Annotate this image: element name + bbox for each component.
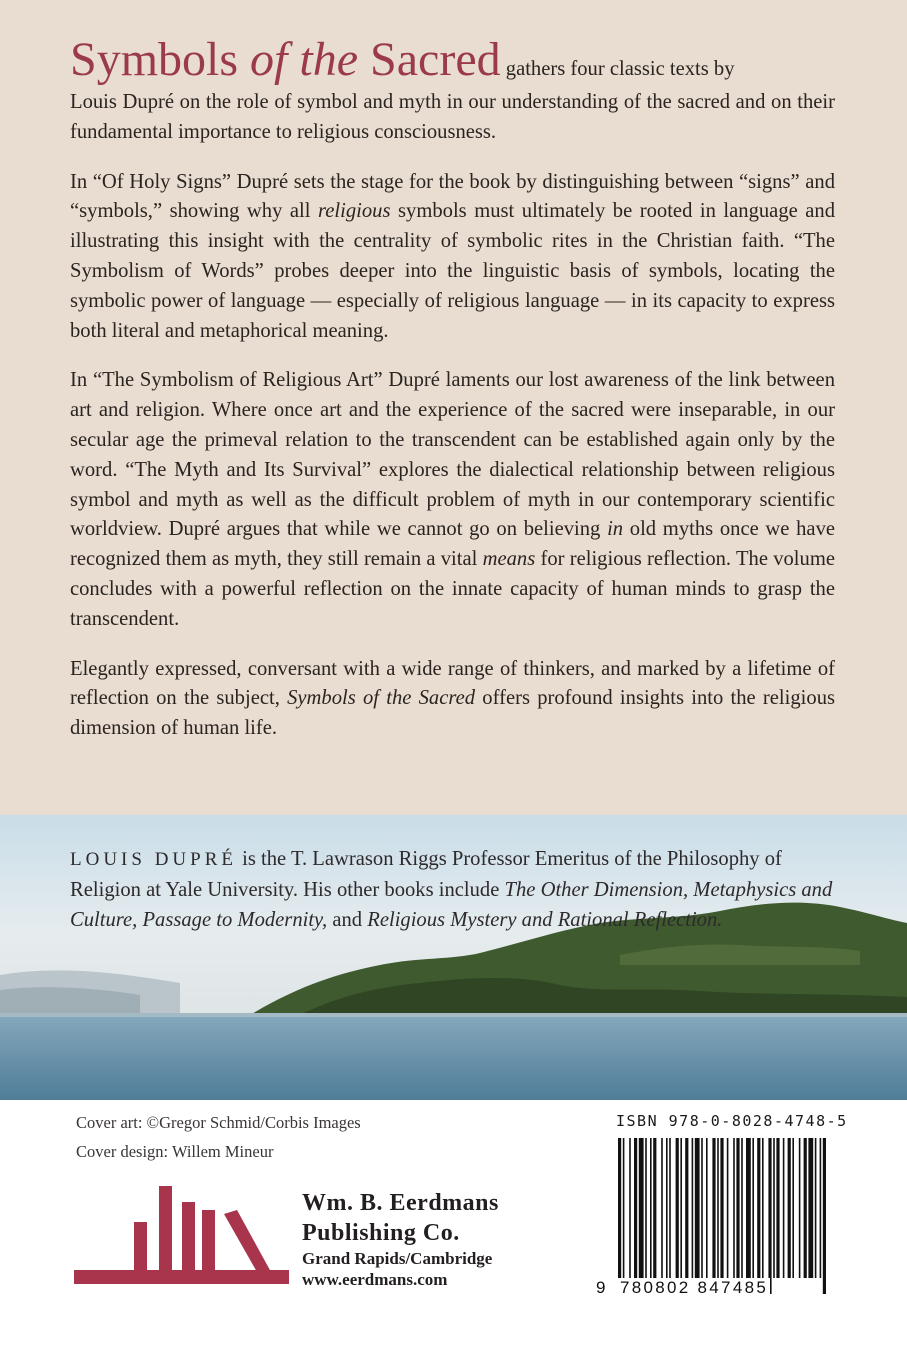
barcode-bar xyxy=(653,1138,656,1278)
blurb-text xyxy=(70,33,836,764)
barcode-bar xyxy=(752,1138,754,1278)
barcode-bar xyxy=(634,1138,637,1278)
publisher-location: Grand Rapids/Cambridge xyxy=(302,1249,493,1268)
barcode-bar xyxy=(783,1138,785,1278)
barcode-bar xyxy=(727,1138,729,1278)
barcode-bar xyxy=(792,1138,794,1278)
barcode-bar xyxy=(706,1138,708,1278)
author-name: LOUIS DUPRÉ xyxy=(70,849,237,870)
barcode-bar xyxy=(757,1138,760,1278)
isbn-barcode xyxy=(608,1138,836,1298)
blurb-lead-paragraph: Symbols of the Sacred gathers four classic texts by Louis Dupré on the role of symbol and myth in our understanding of the sacred and on their fundamental importance to religious consciousness. xyxy=(70,33,835,143)
barcode-bar xyxy=(776,1138,779,1278)
barcode-bar xyxy=(815,1138,817,1278)
barcode-bar xyxy=(676,1138,679,1278)
publisher-logo-icon xyxy=(74,1186,289,1291)
barcode-bar xyxy=(618,1138,621,1294)
barcode-bar xyxy=(741,1138,743,1278)
barcode-first-digit: 9 xyxy=(596,1278,608,1297)
barcode-bar xyxy=(788,1138,791,1278)
barcode-bar xyxy=(692,1138,694,1278)
barcode-bar xyxy=(666,1138,668,1278)
blurb-paragraph-religious-art: In “The Symbolism of Religious Art” Dupré laments our lost awareness of the link between art and religion. Where once art and the experience of the sacred were inseparable, in our secular age the primeval relation to the transcendent can be established again only by the word. “The Myth and Its Survival” explores the dialectical relationship between religious symbol and myth as well as the difficult problem of myth in our contemporary scientific worldview. Dupré argues that while we cannot go on believing in old myths once we have recognized them as myth, they still remain a vital means for religious reflection. The volume concludes with a powerful reflection on the innate capacity of human minds to grasp the transcendent. xyxy=(70,369,836,630)
barcode-bar xyxy=(650,1138,652,1278)
barcode-bar xyxy=(820,1138,822,1278)
barcode-bar xyxy=(804,1138,807,1278)
publisher-name: Wm. B. Eerdmans xyxy=(302,1190,499,1216)
barcode-bar xyxy=(629,1138,631,1278)
lead-first-line: Symbols of the Sacred gathers four classic texts by xyxy=(70,33,735,86)
cover-art-credit: Cover art: ©Gregor Schmid/Corbis Images xyxy=(76,1113,361,1132)
barcode-bar xyxy=(768,1138,771,1294)
barcode-bar xyxy=(701,1138,703,1278)
barcode-bar xyxy=(712,1138,715,1278)
barcode-bar xyxy=(661,1138,663,1278)
barcode-bar xyxy=(733,1138,735,1278)
author-bio: LOUIS DUPRÉ is the T. Lawrason Riggs Professor Emeritus of the Philosophy of Religion at Yale University. His other books include The Other Dimension, Metaphysics and Culture, Passage to Modernity, and Religious Mystery and Rational Reflection. xyxy=(70,848,833,931)
barcode-bar xyxy=(685,1138,688,1278)
barcode-bar xyxy=(773,1138,775,1278)
cover-design-credit: Cover design: Willem Mineur xyxy=(76,1142,274,1161)
barcode-bar xyxy=(799,1138,801,1278)
book-title: Symbols of the Sacred xyxy=(70,33,501,86)
barcode-bar xyxy=(823,1138,826,1294)
barcode-bar xyxy=(717,1138,719,1278)
barcode-bar xyxy=(680,1138,682,1278)
publisher-company: Publishing Co. xyxy=(302,1220,460,1246)
barcode-bar xyxy=(720,1138,723,1278)
isbn-label: ISBN 978-0-8028-4748-5 xyxy=(616,1112,848,1130)
barcode-bar xyxy=(808,1138,813,1278)
publisher-info xyxy=(302,1188,499,1290)
cover-credits xyxy=(76,1108,361,1166)
barcode-bar xyxy=(695,1138,700,1278)
blurb-paragraph-holy-signs: In “Of Holy Signs” Dupré sets the stage for the book by distinguishing between “signs” and “symbols,” showing why all religious symbols must ultimately be rooted in language and illustrating this insight with the centrality of symbolic rites in the Christian faith. “The Symbolism of Words” probes deeper into the linguistic basis of symbols, locating the symbolic power of language — especially of religious language — in its capacity to express both literal and metaphorical meaning. xyxy=(70,170,836,342)
barcode-bar xyxy=(639,1138,644,1278)
blurb-paragraph-summary: Elegantly expressed, conversant with a wide range of thinkers, and marked by a lifetime of reflection on the subject, Symbols of the Sacred offers profound insights into the religious dimension of human life. xyxy=(70,657,835,740)
barcode-bar xyxy=(746,1138,751,1278)
barcode-bar xyxy=(762,1138,764,1278)
barcode-digit-groups: 780802 847485 xyxy=(620,1278,769,1297)
barcode-bar xyxy=(669,1138,671,1278)
barcode-bar xyxy=(645,1138,647,1278)
barcode-bar xyxy=(623,1138,625,1294)
publisher-website: www.eerdmans.com xyxy=(302,1270,448,1289)
barcode-bar xyxy=(736,1138,739,1278)
